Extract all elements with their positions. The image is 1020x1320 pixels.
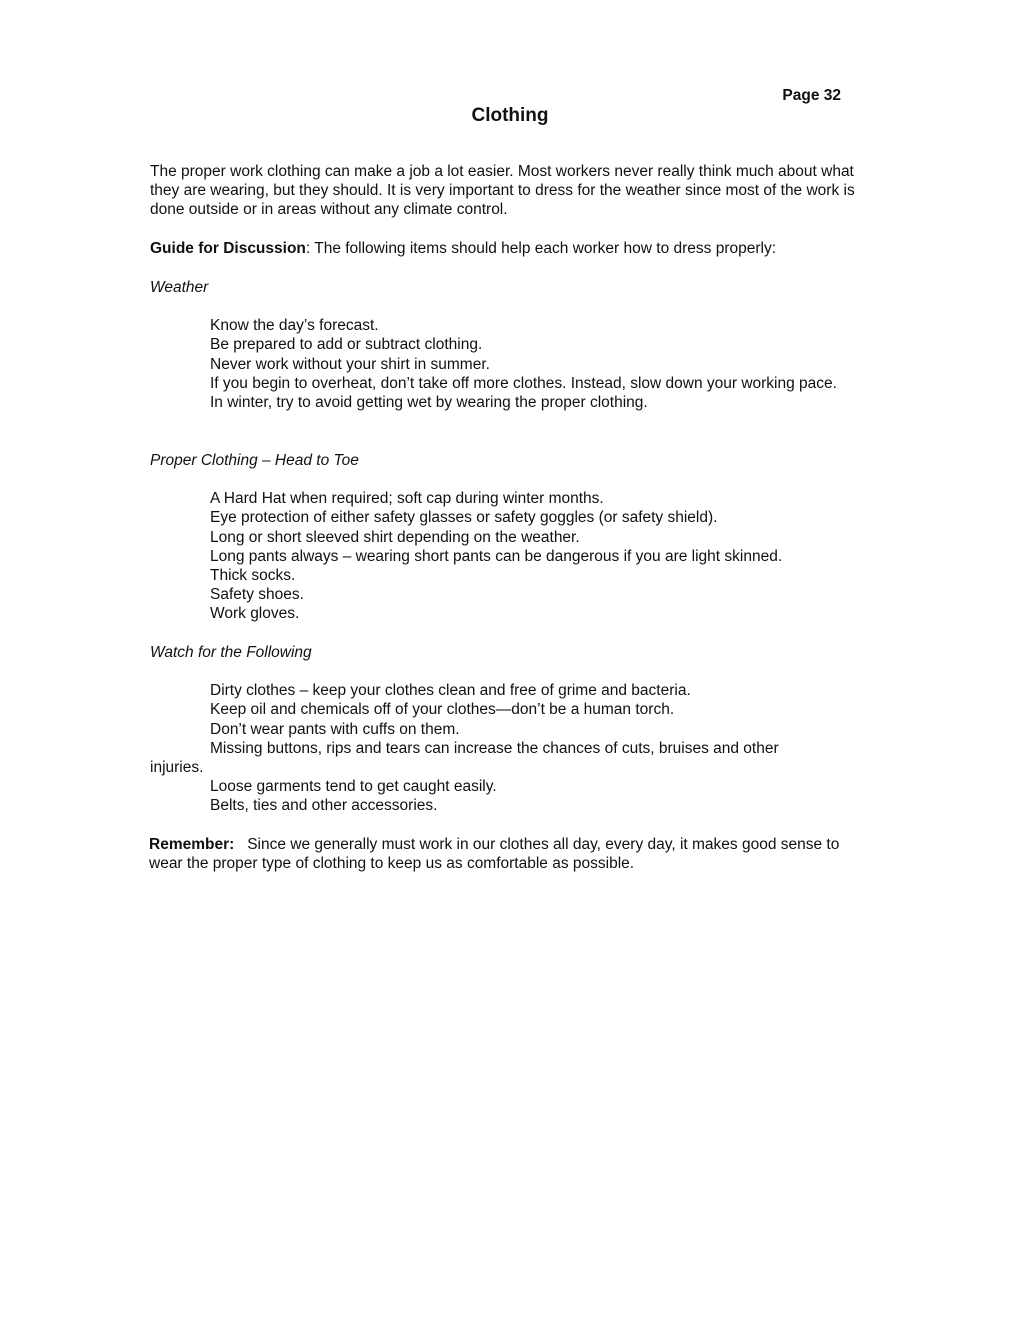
list-item: Work gloves. xyxy=(210,605,300,623)
list-item: Loose garments tend to get caught easily. xyxy=(210,778,497,796)
page-title: Clothing xyxy=(471,105,549,126)
list-item: A Hard Hat when required; soft cap during winter months. xyxy=(210,490,604,508)
remember-text: Since we generally must work in our clothes all day, every day, it makes good sense to wear the proper type of clothing to keep us as comfortable as possible. xyxy=(149,836,844,873)
section-proper-clothing xyxy=(150,451,870,624)
section-heading: Weather xyxy=(150,279,209,296)
list-item: Don’t wear pants with cuffs on them. xyxy=(210,720,460,738)
intro-paragraph: The proper work clothing can make a job a lot easier. Most workers never really think much about what they are wearing, but they should. It is very important to dress for the weather since most of the work is done outside or in areas without any climate control. xyxy=(150,163,855,219)
list-item: If you begin to overheat, don’t take off more clothes. Instead, slow down your working pace. xyxy=(210,374,837,392)
list-item: Long pants always – wearing short pants can be dangerous if you are light skinned. xyxy=(210,547,783,565)
guide-text: The following items should help each worker how to dress properly: xyxy=(310,240,777,257)
remember-paragraph xyxy=(149,835,869,873)
remember-label: Remember: xyxy=(149,836,235,853)
item-list xyxy=(150,489,870,623)
list-item: Belts, ties and other accessories. xyxy=(210,797,438,815)
guide-paragraph xyxy=(150,239,870,258)
list-item-wrap: injuries. xyxy=(150,759,204,777)
list-item: Be prepared to add or subtract clothing. xyxy=(210,336,483,354)
list-item: Keep oil and chemicals off of your clothes—don’t be a human torch. xyxy=(210,701,675,719)
list-item: Missing buttons, rips and tears can increase the chances of cuts, bruises and other xyxy=(210,739,779,757)
list-item: Safety shoes. xyxy=(210,586,304,604)
list-item: Eye protection of either safety glasses or safety goggles (or safety shield). xyxy=(210,509,718,527)
list-item: Never work without your shirt in summer. xyxy=(210,355,490,373)
item-list xyxy=(150,316,870,412)
list-item: Thick socks. xyxy=(210,567,296,585)
section-heading: Watch for the Following xyxy=(150,644,312,661)
list-item: Know the day’s forecast. xyxy=(210,317,379,335)
page-number: Page 32 xyxy=(782,87,841,104)
item-list xyxy=(150,681,870,815)
list-item: Dirty clothes – keep your clothes clean and free of grime and bacteria. xyxy=(210,682,691,700)
list-item: In winter, try to avoid getting wet by wearing the proper clothing. xyxy=(210,394,648,412)
section-heading: Proper Clothing – Head to Toe xyxy=(150,452,359,469)
section-weather xyxy=(150,278,870,412)
guide-label: Guide for Discussion xyxy=(150,240,306,257)
guide-separator: : xyxy=(305,240,311,257)
section-watch xyxy=(150,643,870,816)
list-item: Long or short sleeved shirt depending on the weather. xyxy=(210,528,580,546)
